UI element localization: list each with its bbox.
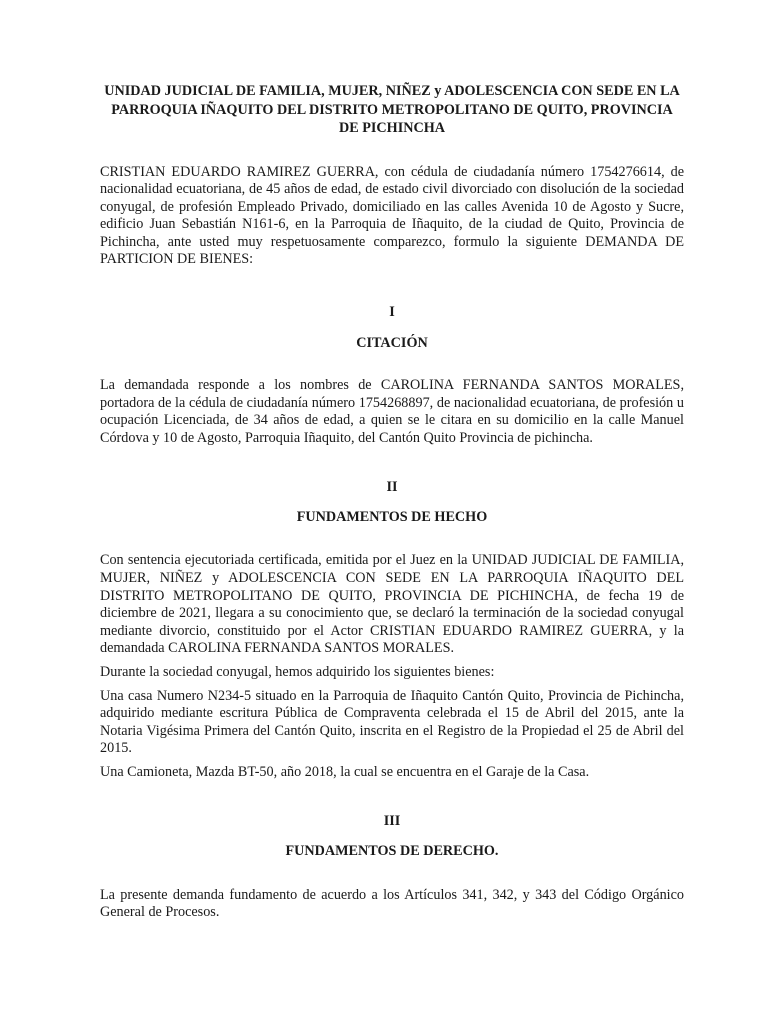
section-3-paragraph-1: La presente demanda fundamento de acuerdo a los Artículos 341, 342, y 343 del Código Orgánico General de Procesos. (100, 886, 684, 921)
court-heading: UNIDAD JUDICIAL DE FAMILIA, MUJER, NIÑEZ y ADOLESCENCIA CON SEDE EN LA PARROQUIA IÑAQUITO DEL DISTRITO METROPOLITANO DE QUITO, PROVINCIA DE PICHINCHA (104, 83, 680, 136)
section-3-title: FUNDAMENTOS DE DERECHO. (285, 842, 499, 859)
section-1-title: CITACIÓN (356, 335, 428, 352)
section-1-paragraph-1: La demandada responde a los nombres de CAROLINA FERNANDA SANTOS MORALES, portadora de la cédula de ciudadanía número 1754268897, de nacionalidad ecuatoriana, de profesión u ocupación Licenciada, de 34 años de edad, a quien se le citara en su domicilio en la calle Manuel Córdova y 10 de Agosto, Parroquia Iñaquito, del Cantón Quito Provincia de pichincha. (100, 377, 684, 446)
section-2-title: FUNDAMENTOS DE HECHO (296, 509, 488, 526)
section-2-paragraph-1: Con sentencia ejecutoriada certificada, emitida por el Juez en la UNIDAD JUDICIAL DE FAMILIA, MUJER, NIÑEZ y ADOLESCENCIA CON SEDE EN LA PARROQUIA IÑAQUITO DEL DISTRITO METROPOLITANO DE QUITO, PROVINCIA DE PICHINCHA, de fecha 19 de diciembre de 2021, llegara a su conocimiento que, se declaró la terminación de la sociedad conyugal mediante divorcio, constituido por el Actor CRISTIAN EDUARDO RAMIREZ GUERRA, y la demandada CAROLINA FERNANDA SANTOS MORALES. (100, 552, 684, 657)
section-2-paragraph-4: Una Camioneta, Mazda BT-50, año 2018, la cual se encuentra en el Garaje de la Casa. (100, 763, 590, 780)
section-2-number: II (386, 479, 398, 496)
section-1-number: I (389, 304, 395, 321)
section-2-paragraph-2: Durante la sociedad conyugal, hemos adquirido los siguientes bienes: (100, 664, 495, 680)
section-3-number: III (383, 812, 401, 829)
intro-paragraph: CRISTIAN EDUARDO RAMIREZ GUERRA, con cédula de ciudadanía número 1754276614, de nacionalidad ecuatoriana, de 45 años de edad, de estado civil divorciado con disolución de la sociedad conyugal, de profesión Empleado Privado, domiciliado en las calles Avenida 10 de Agosto y Sucre, edificio Juan Sebastián N161-6, en la Parroquia de Iñaquito, de la ciudad de Quito, Provincia de Pichincha, ante usted muy respetuosamente comparezco, formulo la siguiente DEMANDA DE PARTICION DE BIENES: (100, 163, 684, 268)
section-2-paragraph-3: Una casa Numero N234-5 situado en la Parroquia de Iñaquito Cantón Quito, Provincia de Pichincha, adquirido mediante escritura Pública de Compraventa celebrada el 15 de Abril del 2015, ante la Notaria Vigésima Primera del Cantón Quito, inscrita en el Registro de la Propiedad el 25 de Abril del 2015. (100, 687, 684, 757)
